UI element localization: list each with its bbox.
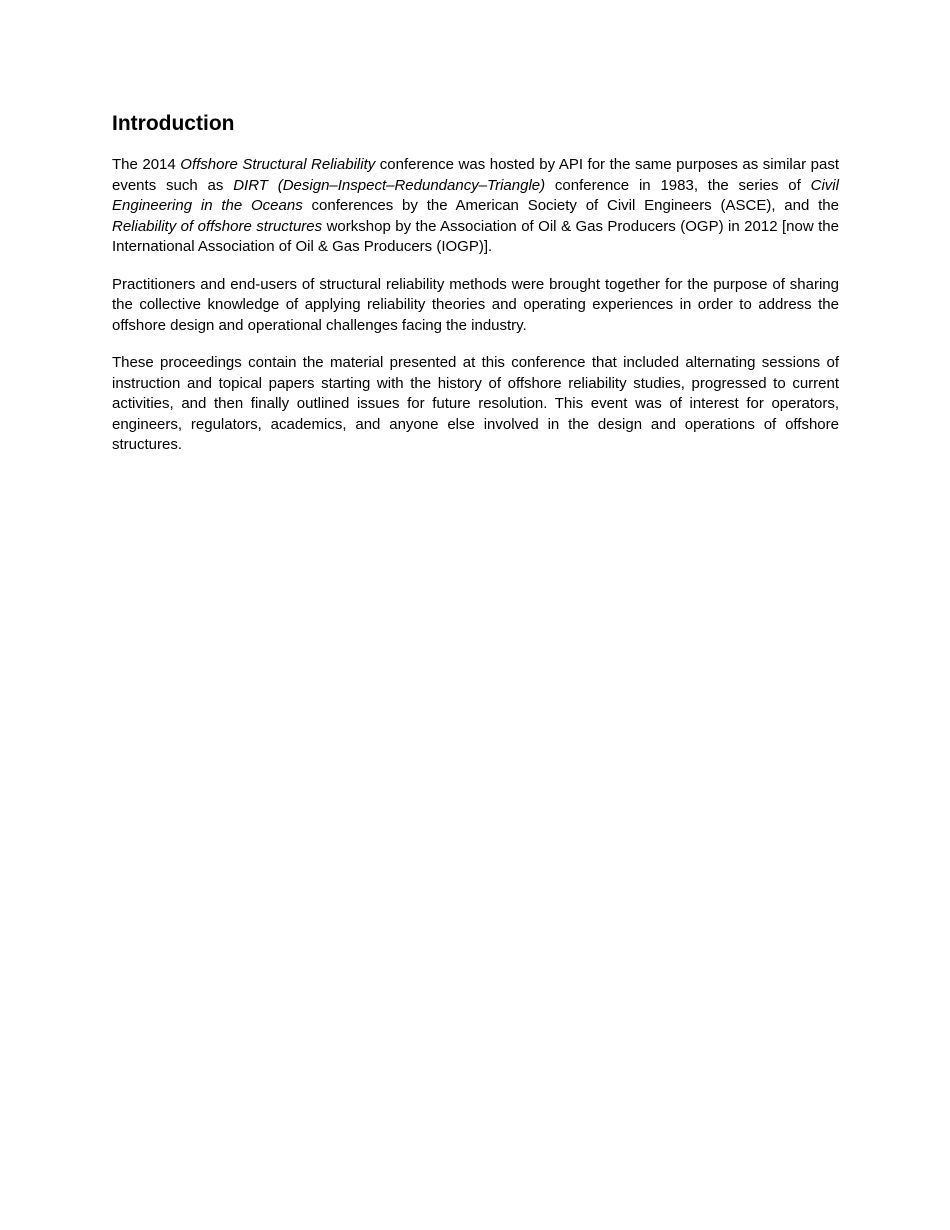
section-heading: Introduction [112, 112, 235, 135]
p1-italic-conference-name: Offshore Structural Reliability [180, 156, 376, 173]
p1-italic-dirt: DIRT (Design–Inspect–Redundancy–Triangle) [233, 176, 546, 194]
paragraph-2: Practitioners and end-users of structural reliability methods were brought together for the purpose of sharing the collective knowledge of applying reliability theories and operating experiences in order to address the offshore design and operational challenges facing the industry. [112, 275, 839, 334]
p1-text-4: conferences by the American Society of Civil Engineers (ASCE), and the [302, 197, 839, 214]
paragraph-3: These proceedings contain the material presented at this conference that included alternating sessions of instruction and topical papers starting with the history of offshore reliability studies, progressed to current activities, and then finally outlined issues for future resolution. This event was of interest for operators, engineers, regulators, academics, and anyone else involved in the design and operations of offshore structures. [112, 354, 839, 453]
paragraph-1 [112, 155, 839, 258]
p1-text-1: The 2014 [112, 156, 181, 173]
document-page [112, 110, 839, 473]
p1-italic-reliability-workshop: Reliability of offshore structures [112, 217, 323, 235]
p1-text-3: conference in 1983, the series of [545, 176, 811, 194]
p1-italic-civil-engineering: Civil Engineering in the Oceans [112, 176, 839, 214]
p1-text-2: conference was hosted by API for the same purposes as similar past events such as [112, 156, 839, 194]
p1-text-5: workshop by the Association of Oil & Gas Producers (OGP) in 2012 [now the International Association of Oil & Gas Producers (IOGP)]. [112, 217, 839, 255]
